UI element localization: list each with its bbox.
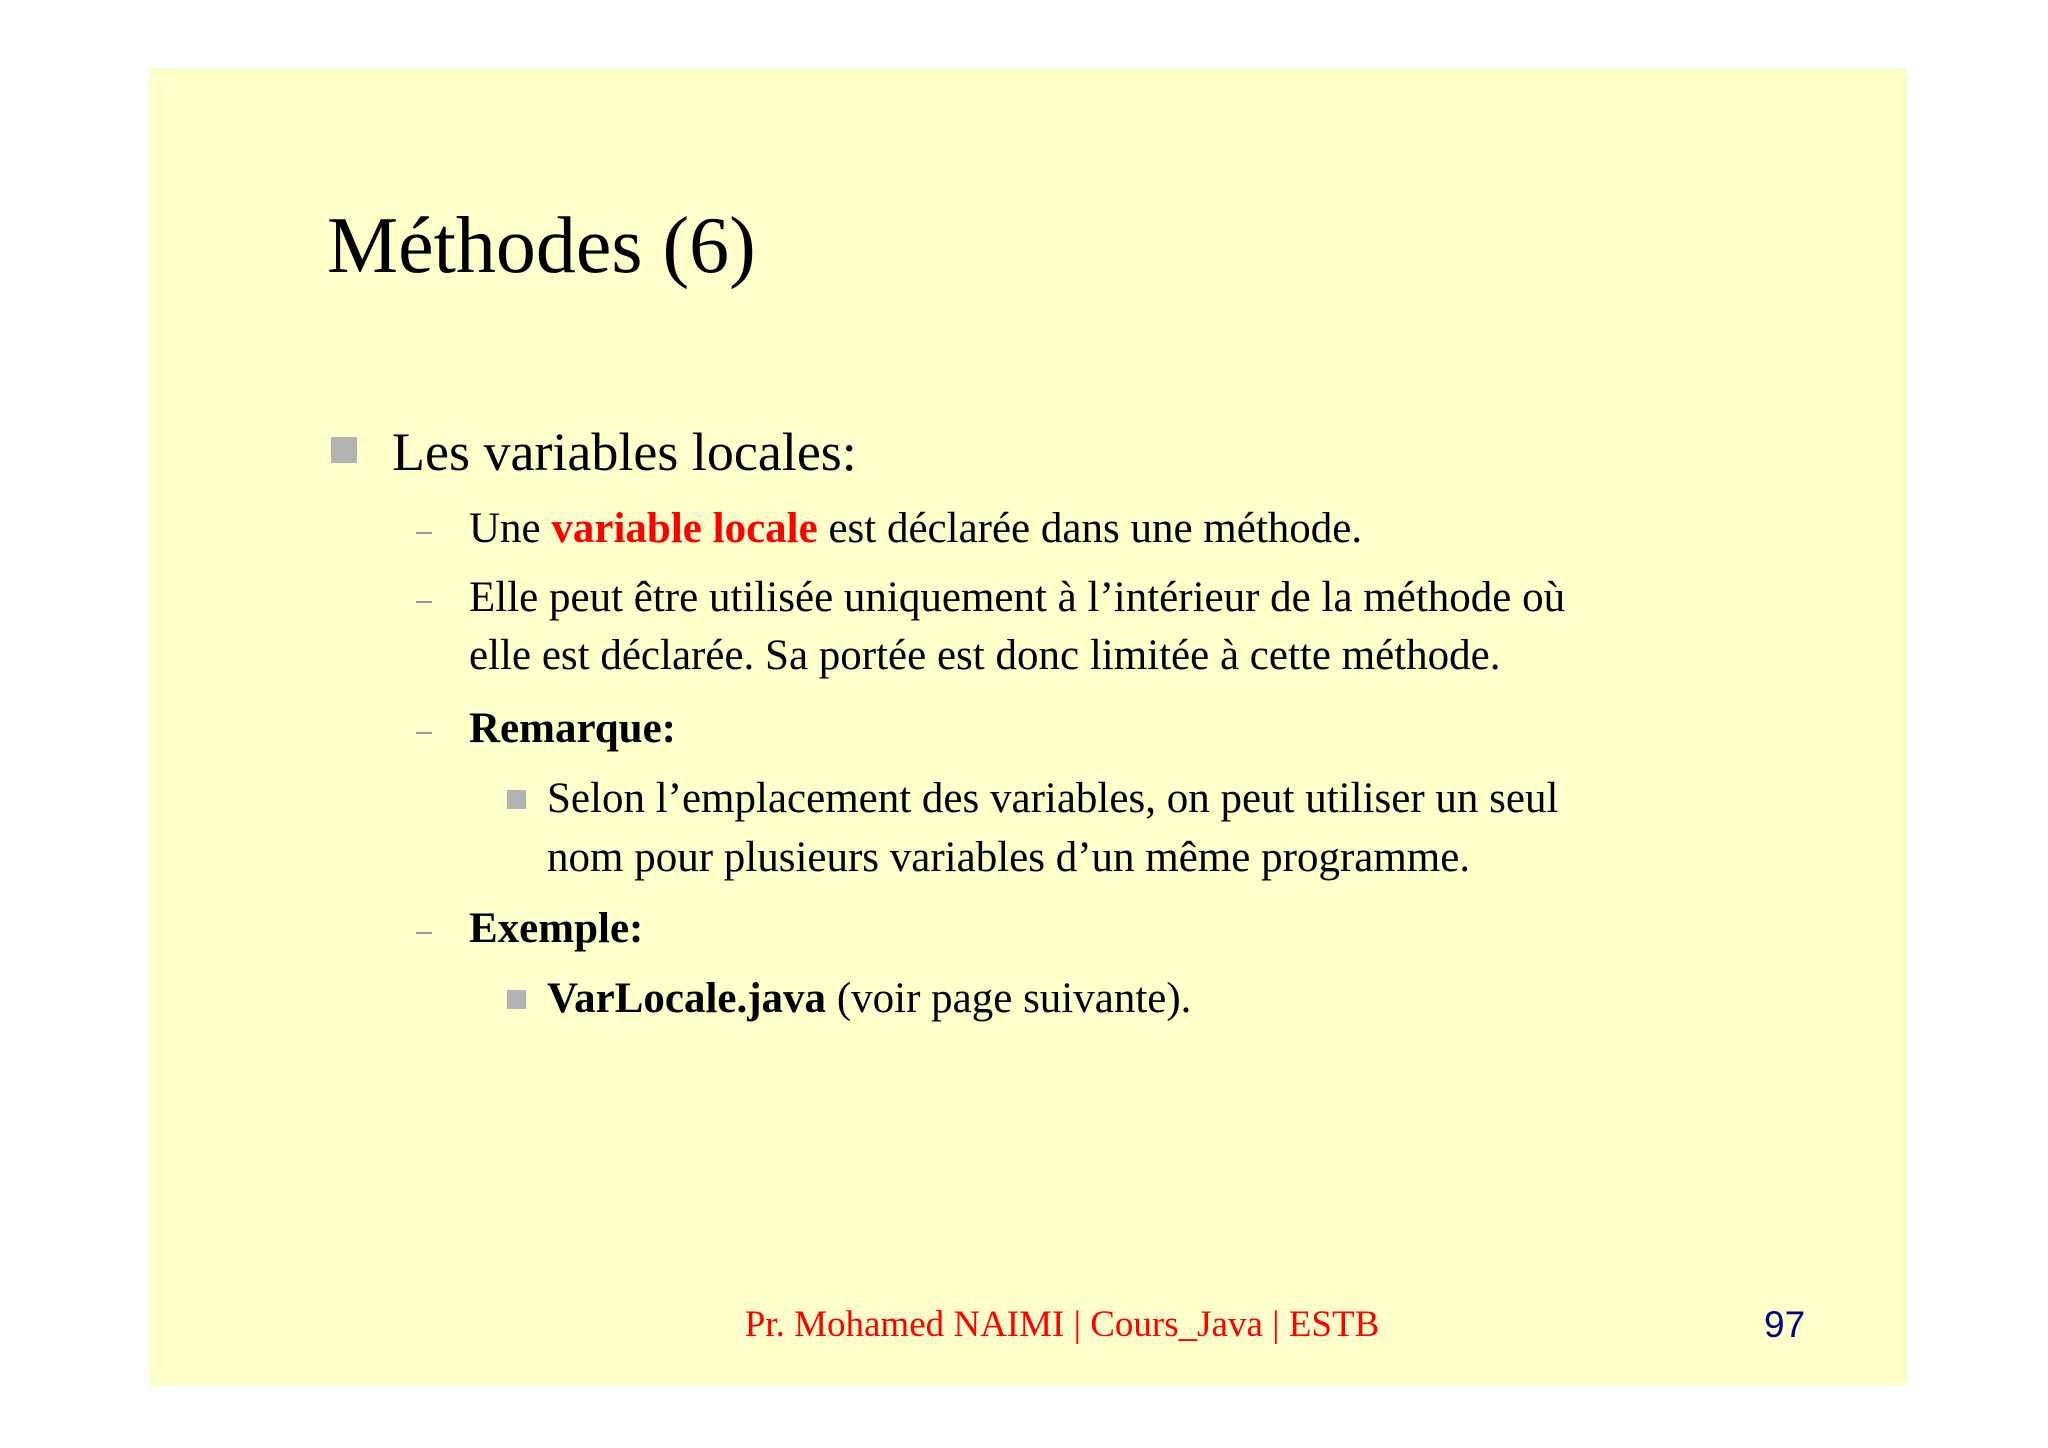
dash-bullet-icon xyxy=(416,601,432,603)
exemple-label: Exemple: xyxy=(469,905,644,952)
item-scope-line2: elle est déclarée. Sa portée est donc limitée à cette méthode. xyxy=(469,632,1501,679)
page-number: 97 xyxy=(1764,1304,1806,1345)
square-bullet-icon xyxy=(507,990,526,1009)
remarque-label: Remarque: xyxy=(469,705,677,752)
slide xyxy=(149,68,1907,1386)
remarque-line1: Selon l’emplacement des variables, on peut utiliser un seul xyxy=(547,775,1559,822)
remarque-line2: nom pour plusieurs variables d’un même programme. xyxy=(547,834,1471,881)
square-bullet-icon xyxy=(507,790,526,809)
exemple-rest: (voir page suivante). xyxy=(826,975,1192,1022)
slide-title: Méthodes (6) xyxy=(327,202,756,290)
item-definition-prefix: Une xyxy=(469,505,552,552)
footer-credits: Pr. Mohamed NAIMI | Cours_Java | ESTB xyxy=(744,1304,1380,1345)
item-scope-line1: Elle peut être utilisée uniquement à l’intérieur de la méthode où xyxy=(469,574,1566,621)
heading-variables-locales: Les variables locales: xyxy=(392,422,857,482)
dash-bullet-icon xyxy=(416,932,432,934)
exemple-line xyxy=(547,970,1191,1028)
dash-bullet-icon xyxy=(416,532,432,534)
dash-bullet-icon xyxy=(416,732,432,734)
item-definition-suffix: est déclarée dans une méthode. xyxy=(817,505,1363,552)
highlight-variable-locale: variable locale xyxy=(551,505,818,552)
square-bullet-icon xyxy=(331,437,357,463)
exemple-filename: VarLocale.java xyxy=(547,975,827,1022)
item-definition xyxy=(469,500,1362,558)
